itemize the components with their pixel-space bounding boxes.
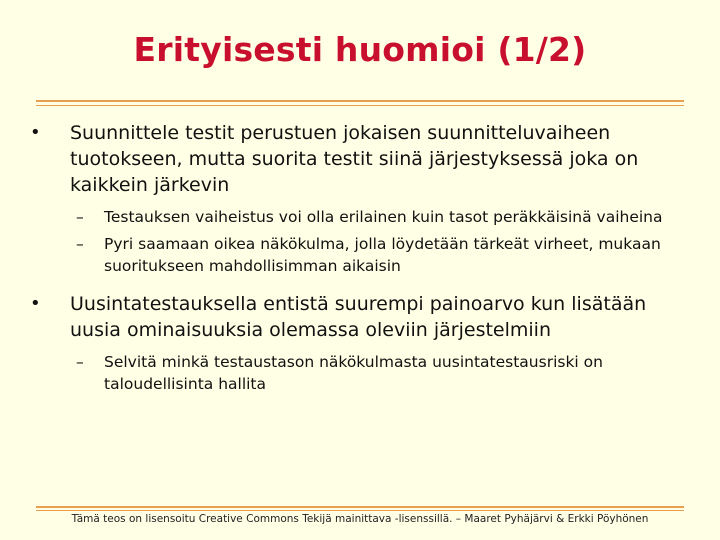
sub-list <box>28 351 688 395</box>
dash-icon: – <box>76 353 84 371</box>
slide-title: Erityisesti huomioi (1/2) <box>133 30 587 69</box>
sub-bullet-text: Selvitä minkä testaustason näkökulmasta uusintatestausriski on taloudellisinta hallita <box>104 353 603 393</box>
bullet-item <box>28 120 688 198</box>
bullet-item <box>28 291 688 343</box>
dash-icon: – <box>76 235 84 253</box>
sub-list <box>28 206 688 277</box>
bullet-icon: • <box>30 293 41 314</box>
slide-content <box>28 120 688 409</box>
sub-bullet-text: Testauksen vaiheistus voi olla erilainen kuin tasot peräkkäisinä vaiheina <box>104 208 663 226</box>
license-footer: Tämä teos on lisensoitu Creative Commons Tekijä mainittava -lisenssillä. – Maaret Pyhäjärvi & Erkki Pöyhönen <box>71 513 649 525</box>
bullet-icon: • <box>30 122 41 143</box>
bullet-text: Suunnittele testit perustuen jokaisen suunnitteluvaiheen tuotokseen, mutta suorita testit siinä järjestyksessä joka on kaikkein järkevin <box>70 122 639 196</box>
sub-bullet-text: Pyri saamaan oikea näkökulma, jolla löydetään tärkeät virheet, mukaan suoritukseen mahdollisimman aikaisin <box>104 235 661 275</box>
sub-bullet-item <box>28 233 688 277</box>
sub-bullet-item <box>28 351 688 395</box>
dash-icon: – <box>76 208 84 226</box>
bullet-text: Uusintatestauksella entistä suurempi painoarvo kun lisätään uusia ominaisuuksia olemassa oleviin järjestelmiin <box>70 293 647 341</box>
sub-bullet-item <box>28 206 688 228</box>
